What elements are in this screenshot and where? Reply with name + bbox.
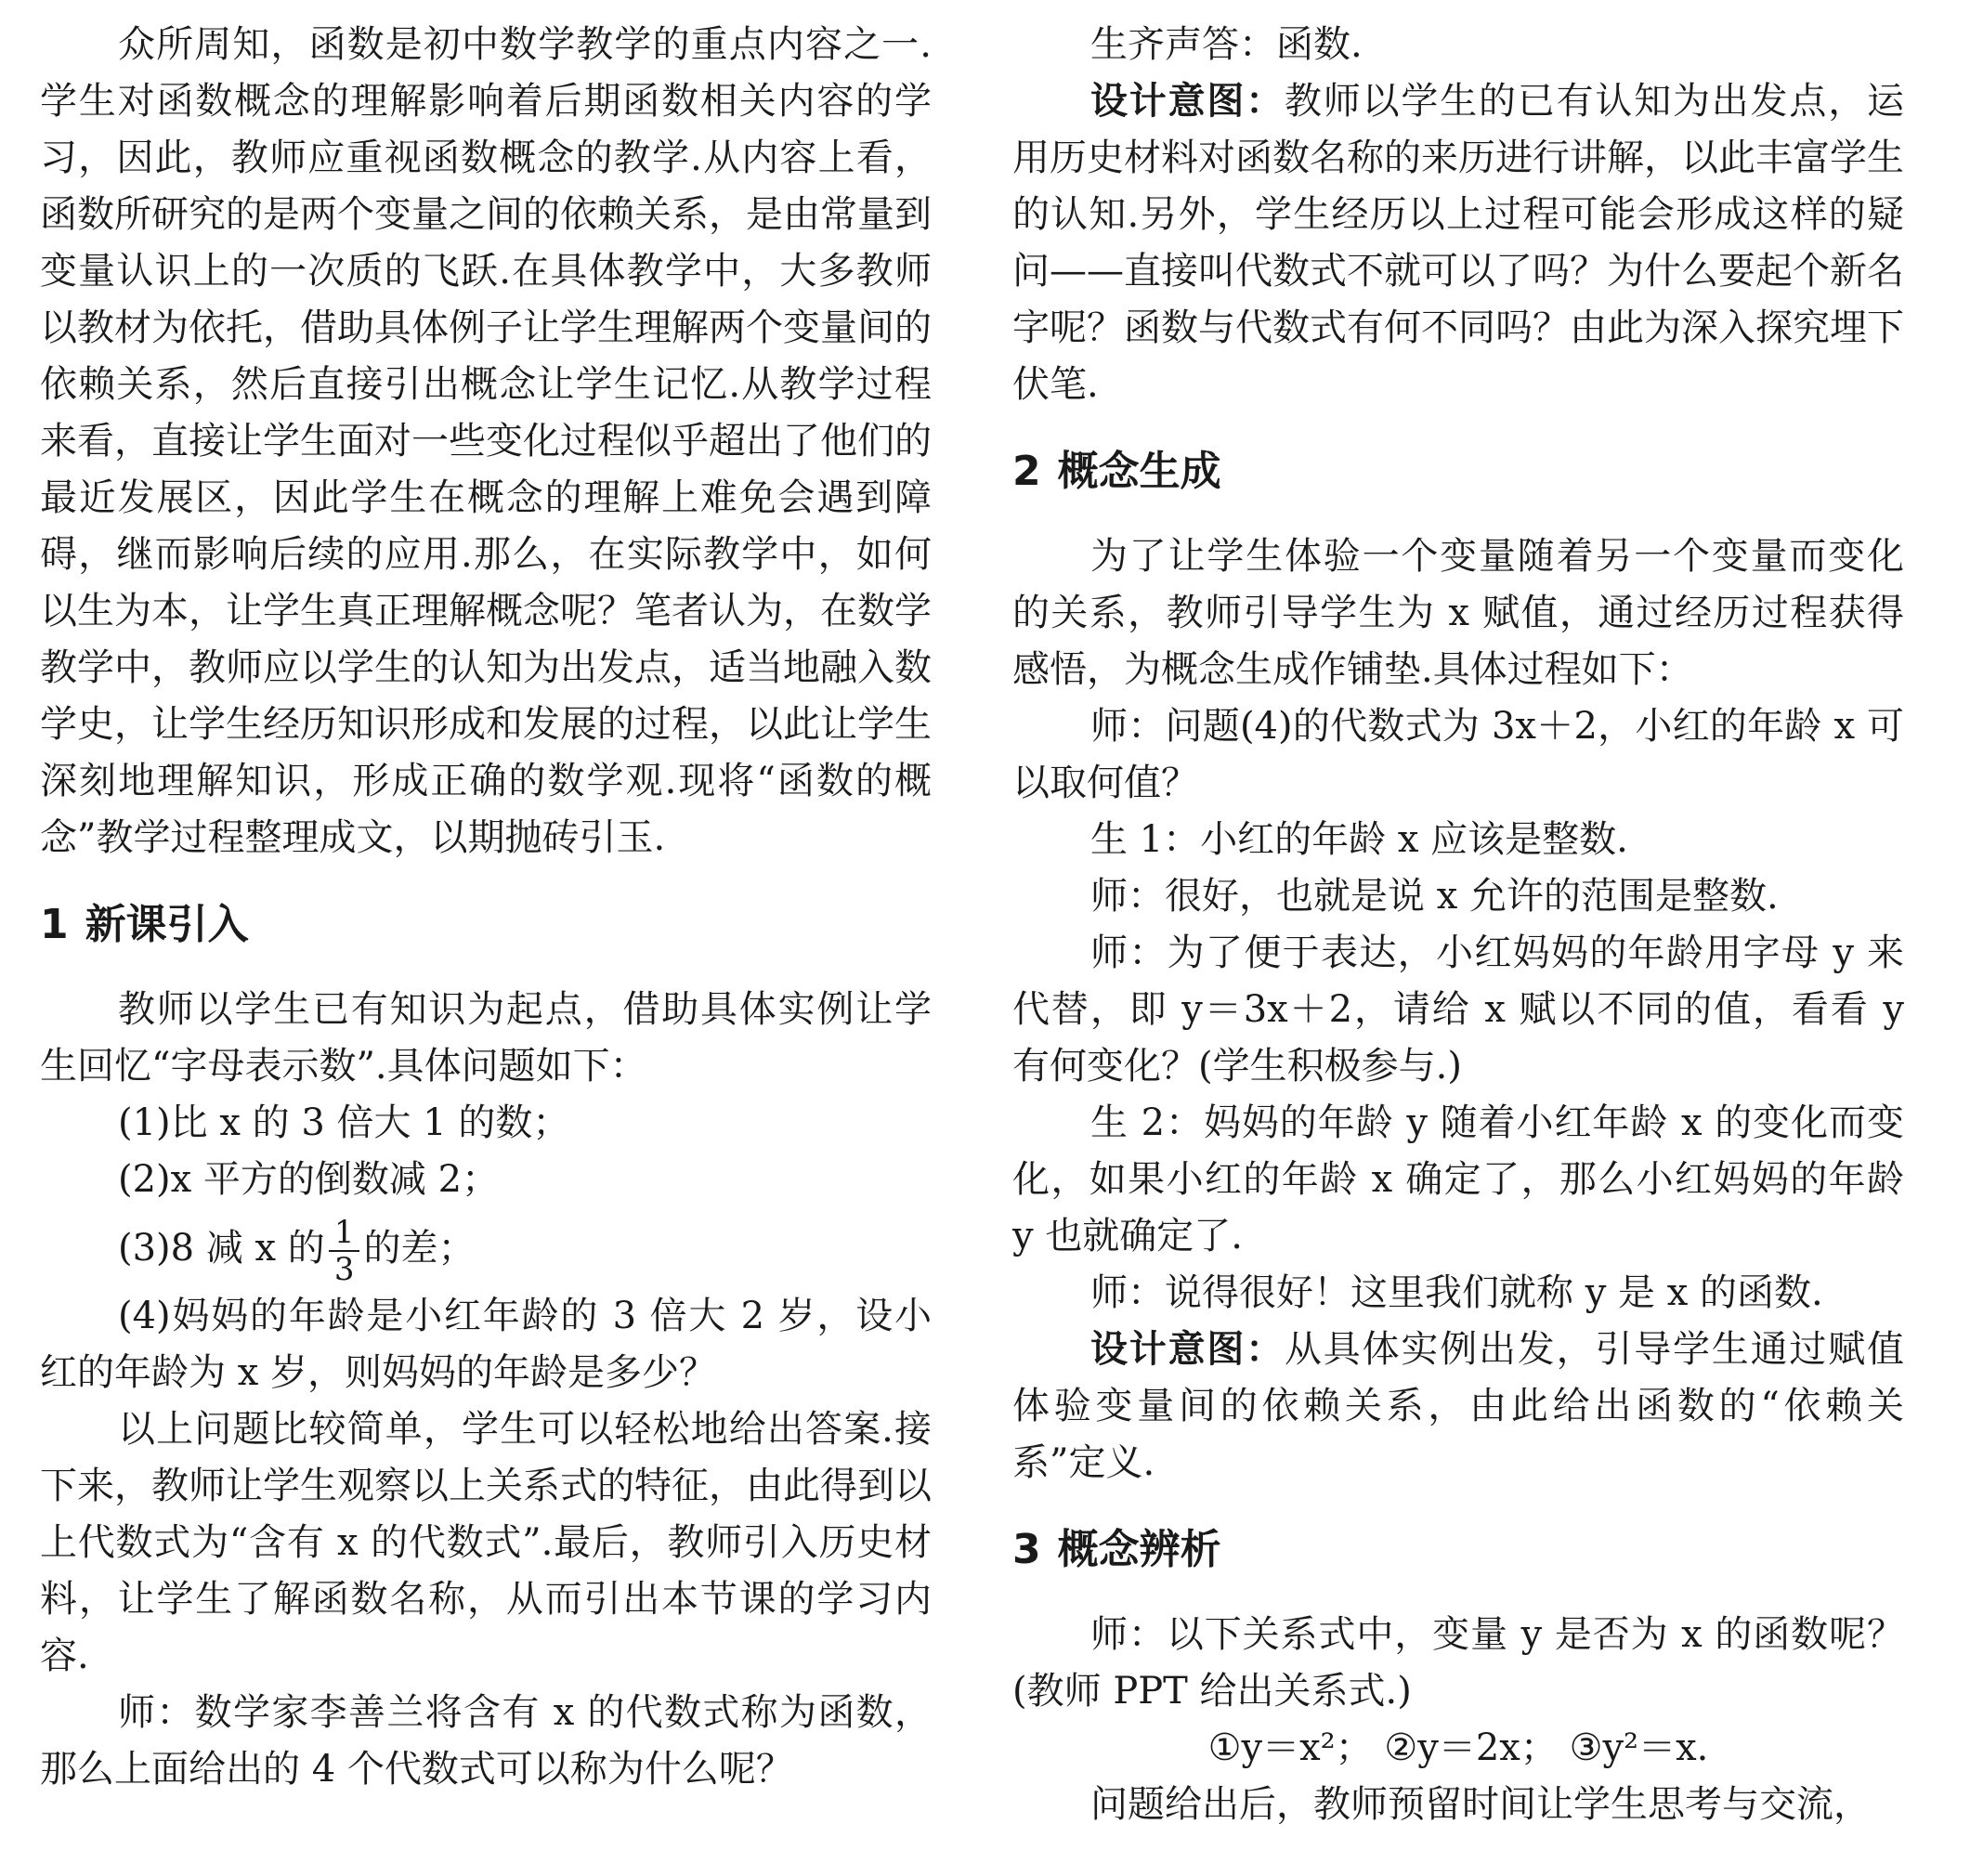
fraction: [329, 1215, 360, 1287]
dialogue-line: 师：很好，也就是说 x 允许的范围是整数.: [1090, 875, 1779, 918]
design-intent-text: 从具体实例出发，引导学生通过赋值体验变量间的依赖关系，由此给出函数的“依赖关系”定义.: [1012, 1328, 1904, 1484]
question-1: (1)比 x 的 3 倍大 1 的数；: [118, 1101, 570, 1144]
paragraph: 师：数学家李善兰将含有 x 的代数式称为函数，那么上面给出的 4 个代数式可以称为什么呢？: [40, 1691, 932, 1791]
section-heading-2: [1012, 441, 1904, 502]
formula-list: ①y＝x²； ②y＝2x； ③y²＝x.: [1207, 1726, 1709, 1769]
section-number: 3: [1012, 1526, 1041, 1573]
section-title: 新课引入: [85, 901, 249, 948]
paragraph: 以上问题比较简单，学生可以轻松地给出答案.接下来，教师让学生观察以上关系式的特征，由此得到以上代数式为“含有 x 的代数式”.最后，教师引入历史材料，让学生了解函数名称，从而引出本节课的学习内容.: [40, 1408, 932, 1677]
paragraph: 问题给出后，教师预留时间让学生思考与交流，: [1090, 1783, 1871, 1826]
section-title: 概念生成: [1057, 448, 1221, 495]
question-3: [40, 1208, 932, 1288]
design-intent-1: [1012, 73, 1904, 413]
fraction-denominator: 3: [333, 1251, 355, 1288]
section-heading-1: [40, 894, 932, 956]
section-title: 概念辨析: [1057, 1526, 1221, 1573]
question-3-prefix: (3)8 减 x 的: [118, 1227, 325, 1270]
section-number: 2: [1012, 448, 1041, 495]
section-heading-3: [1012, 1519, 1904, 1581]
dialogue-line: 师：以下关系式中，变量 y 是否为 x 的函数呢？(教师 PPT 给出关系式.): [1012, 1613, 1904, 1713]
design-intent-2: [1012, 1322, 1904, 1492]
dialogue-line: 师：问题(4)的代数式为 3x＋2，小红的年龄 x 可以取何值？: [1012, 705, 1904, 804]
section-number: 1: [40, 901, 69, 948]
dialogue-line: 师：为了便于表达，小红妈妈的年龄用字母 y 来代替，即 y＝3x＋2，请给 x 赋以不同的值，看看 y 有何变化？(学生积极参与.): [1012, 931, 1904, 1088]
right-column: [1012, 17, 1904, 1833]
paragraph: 生齐声答：函数.: [1090, 23, 1363, 66]
design-intent-label: 设计意图：: [1090, 1328, 1285, 1371]
question-4: (4)妈妈的年龄是小红年龄的 3 倍大 2 岁，设小红的年龄为 x 岁，则妈妈的年龄是多少？: [40, 1295, 932, 1394]
left-column: [40, 17, 932, 1798]
design-intent-label: 设计意图：: [1090, 80, 1285, 123]
question-3-suffix: 的差；: [363, 1227, 476, 1270]
dialogue-line: 师：说得很好！这里我们就称 y 是 x 的函数.: [1090, 1271, 1823, 1314]
paragraph: 教师以学生已有知识为起点，借助具体实例让学生回忆“字母表示数”.具体问题如下：: [40, 988, 932, 1088]
paragraph: 为了让学生体验一个变量随着另一个变量而变化的关系，教师引导学生为 x 赋值，通过经历过程获得感悟，为概念生成作铺垫.具体过程如下：: [1012, 535, 1904, 691]
intro-paragraph: 众所周知，函数是初中数学教学的重点内容之一.学生对函数概念的理解影响着后期函数相关内容的学习，因此，教师应重视函数概念的教学.从内容上看，函数所研究的是两个变量之间的依赖关系，是由常量到变量认识上的一次质的飞跃.在具体教学中，大多教师以教材为依托，借助具体例子让学生理解两个变量间的依赖关系，然后直接引出概念让学生记忆.从教学过程来看，直接让学生面对一些变化过程似乎超出了他们的最近发展区，因此学生在概念的理解上难免会遇到障碍，继而影响后续的应用.那么，在实际教学中，如何以生为本，让学生真正理解概念呢？笔者认为，在数学教学中，教师应以学生的认知为出发点，适当地融入数学史，让学生经历知识形成和发展的过程，以此让学生深刻地理解知识，形成正确的数学观.现将“函数的概念”教学过程整理成文，以期抛砖引玉.: [40, 23, 932, 859]
design-intent-text: 教师以学生的已有认知为出发点，运用历史材料对函数名称的来历进行讲解，以此丰富学生的认知.另外，学生经历以上过程可能会形成这样的疑问——直接叫代数式不就可以了吗？为什么要起个新名字呢？函数与代数式有何不同吗？由此为深入探究埋下伏笔.: [1012, 80, 1904, 406]
dialogue-line: 生 1：小红的年龄 x 应该是整数.: [1090, 818, 1628, 861]
dialogue-line: 生 2：妈妈的年龄 y 随着小红年龄 x 的变化而变化，如果小红的年龄 x 确定了，那么小红妈妈的年龄 y 也就确定了.: [1012, 1101, 1904, 1257]
fraction-numerator: 1: [329, 1215, 360, 1252]
question-2: (2)x 平方的倒数减 2；: [118, 1158, 500, 1201]
